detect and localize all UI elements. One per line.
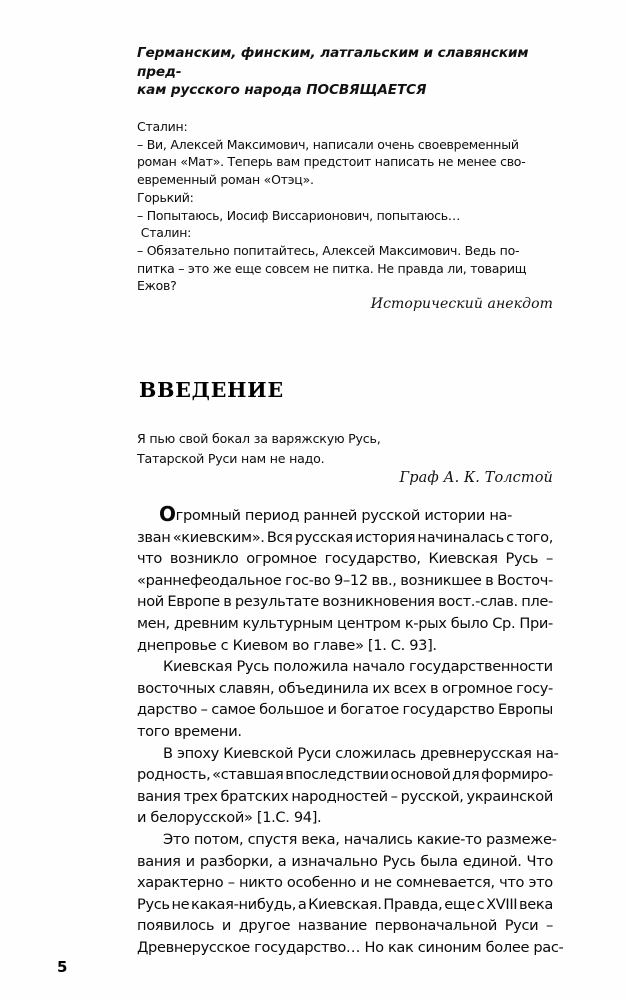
- body-line: восточных славян, объединила их всех в огромное госу-: [137, 679, 553, 697]
- section-heading-introduction: ВВЕДЕНИЕ: [139, 378, 284, 402]
- body-line: Древнерусское государство… Но как синоним более рас-: [137, 938, 564, 956]
- body-line: днепровье с Киевом во главе» [1. С. 93].: [137, 636, 437, 654]
- body-paragraph: [137, 656, 553, 742]
- body-paragraph: [137, 504, 553, 656]
- dedication-block: [137, 44, 553, 100]
- body-line: Огромный период ранней русской истории на-: [159, 502, 513, 526]
- anecdote-line: питка – это же еще совсем не питка. Не правда ли, товарищ: [137, 260, 527, 276]
- anecdote-attribution: Исторический анекдот: [370, 296, 553, 312]
- body-line: Киевская Русь положила начало государственности: [163, 658, 553, 676]
- body-line: Это потом, спустя века, начались какие-то размеже-: [163, 830, 557, 848]
- epigraph-attribution: Граф А. К. Толстой: [399, 470, 553, 486]
- anecdote-line: – Ви, Алексей Максимович, написали очень своевременный: [137, 136, 519, 152]
- epigraph-line: Татарской Руси нам не надо.: [137, 451, 325, 466]
- body-line: «раннефеодальное гос-во 9–12 вв., возникшее в Восточ-: [137, 571, 553, 589]
- body-line: и белорусской» [1.С. 94].: [137, 809, 322, 827]
- body-line: зван «киевским». Вся русская история начиналась с того,: [137, 528, 553, 546]
- body-paragraph: [137, 829, 564, 959]
- epigraph-block: [137, 429, 553, 469]
- anecdote-block: [137, 118, 553, 295]
- anecdote-line: Сталин:: [137, 225, 192, 241]
- body-line: мен, древним культурным центром к-рых было Ср. При-: [137, 614, 553, 632]
- anecdote-line: Горький:: [137, 189, 194, 205]
- epigraph-line: Я пью свой бокал за варяжскую Русь,: [137, 431, 381, 446]
- body-line: дарство – самое большое и богатое государство Европы: [137, 701, 553, 719]
- anecdote-line: – Обязательно попитайтесь, Алексей Максимович. Ведь по-: [137, 242, 520, 258]
- body-paragraph: [137, 743, 559, 829]
- dedication-line: кам русского народа ПОСВЯЩАЕТСЯ: [137, 82, 427, 98]
- anecdote-line: роман «Мат». Теперь вам предстоит написать не менее сво-: [137, 154, 526, 170]
- anecdote-line: Ежов?: [137, 278, 177, 294]
- body-line: родность, «ставшая впоследствии основой для формиро-: [137, 766, 553, 784]
- page-number: 5: [57, 958, 68, 976]
- dedication-line: Германским, финским, латгальским и славянским пред-: [137, 45, 529, 80]
- body-line: характерно – никто особенно и не сомневается, что это: [137, 874, 553, 892]
- body-line: вания трех братских народностей – русской, украинской: [137, 787, 553, 805]
- drop-cap: О: [159, 502, 176, 526]
- body-line: Русь не какая-нибудь, а Киевская. Правда, еще с XVIII века: [137, 895, 553, 913]
- body-text: [137, 502, 564, 958]
- anecdote-line: Сталин:: [137, 119, 188, 134]
- body-line: вания и разборки, а изначально Русь была единой. Что: [137, 852, 553, 870]
- body-line: что возникло огромное государство, Киевская Русь –: [137, 550, 553, 568]
- anecdote-line: евременный роман «Отэц».: [137, 172, 314, 188]
- body-line: ной Европе в результате возникновения вост.-слав. пле-: [137, 593, 553, 611]
- anecdote-line: – Попытаюсь, Иосиф Виссарионович, попытаюсь…: [137, 207, 461, 223]
- body-line: того времени.: [137, 722, 242, 740]
- body-line: появилось и другое название первоначальной Руси –: [137, 917, 553, 935]
- body-line: В эпоху Киевской Руси сложилась древнерусская на-: [163, 744, 559, 762]
